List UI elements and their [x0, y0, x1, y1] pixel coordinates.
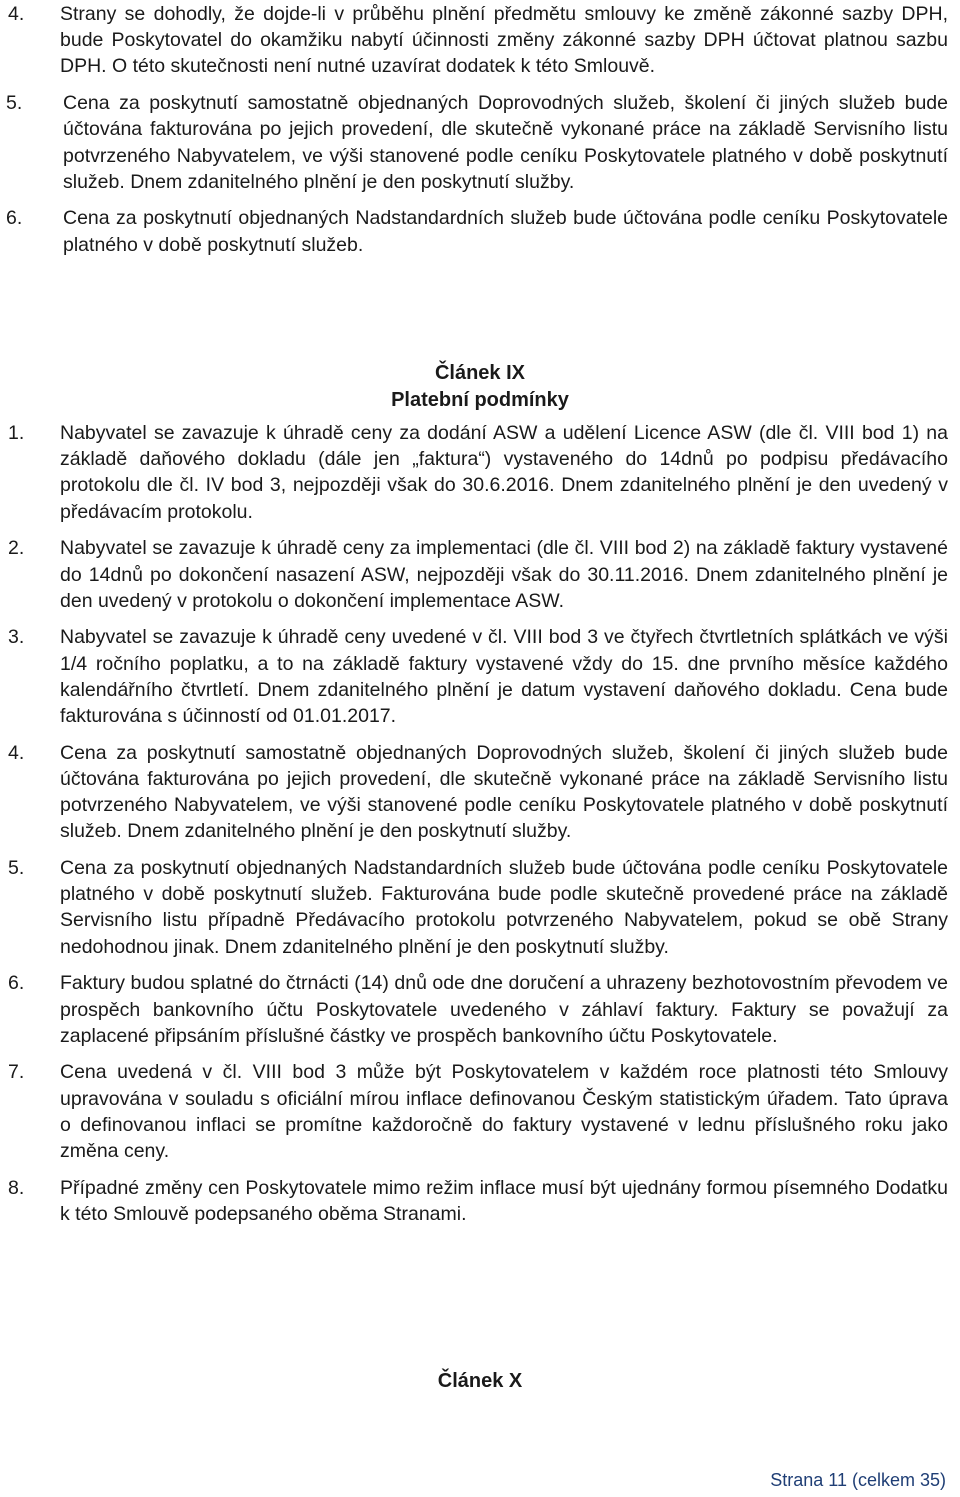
list-item: [8, 740, 948, 845]
item-text: Případné změny cen Poskytovatele mimo režim inflace musí být ujednány formou písemného Dodatku k této Smlouvě podepsaného oběma Stranami.: [60, 1176, 948, 1225]
list-item: [8, 535, 948, 614]
list-item: [8, 624, 948, 729]
item-number: 1.: [8, 422, 25, 444]
list-item: [8, 420, 948, 525]
list-item: [8, 970, 948, 1049]
item-text: Cena uvedená v čl. VIII bod 3 může být Poskytovatelem v každém roce platnosti této Smlouvy upravována v souladu s oficiální mírou inflace definovanou Českým statistickým úřadem. Tato úprava o definovanou inflaci se promítne každoročně do faktury vystavené v lednu příslušného roku jako změna ceny.: [60, 1061, 948, 1163]
item-number: 4.: [8, 3, 25, 25]
list-item: [8, 855, 948, 960]
item-text: Cena za poskytnutí samostatně objednaných Doprovodných služeb, školení či jiných služeb bude účtována fakturována po jejich provedení, dle skutečně vykonané práce na základě Servisního listu potvrzeného Nabyvatelem, ve výši stanovené podle ceníku Poskytovatele platného v době poskytnutí služeb. Dnem zdanitelného plnění je den poskytnutí služby.: [60, 741, 948, 843]
list-item: [8, 1, 948, 80]
item-number: 5.: [8, 857, 25, 880]
list-item: [8, 90, 948, 195]
item-number: 3.: [8, 626, 25, 649]
item-text: Nabyvatel se zavazuje k úhradě ceny za implementaci (dle čl. VIII bod 2) na základě faktury vystavené do 14dnů po dokončení nasazení ASW, nejpozději však do 30.11.2016. Dnem zdanitelného plnění je den uvedený v protokolu o dokončení implementace ASW.: [60, 537, 948, 612]
list-item: [8, 205, 948, 257]
payment-terms-list: [8, 420, 948, 1238]
item-text: Cena za poskytnutí objednaných Nadstandardních služeb bude účtována podle ceníku Poskytovatele platného v době poskytnutí služeb.: [63, 207, 948, 256]
item-text: Nabyvatel se zavazuje k úhradě ceny za dodání ASW a udělení Licence ASW (dle čl. VIII bod 1) na základě daňového dokladu (dále jen „faktura“) vystaveného do 14dnů po podpisu předávacího protokolu dle čl. IV bod 3, nejpozději však do 30.6.2016. Dnem zdanitelného plnění je den uvedený v předávacím protokolu.: [60, 422, 948, 523]
article-ix-title: Článek IX: [434, 362, 526, 384]
item-number: 5.: [6, 92, 23, 115]
article-x-title: Článek X: [437, 1370, 523, 1392]
list-item: [8, 1175, 948, 1227]
item-number: 8.: [8, 1176, 25, 1199]
list-item: [8, 1059, 948, 1164]
item-text: Nabyvatel se zavazuje k úhradě ceny uvedené v čl. VIII bod 3 ve čtyřech čtvrtletních splátkách ve výši 1/4 ročního poplatku, a to na základě faktury vystavené vždy do 15. dne prvního měsíce každého kalendářního čtvrtletí. Dnem zdanitelného plnění je datum vystavení daňového dokladu. Cena bude fakturována s účinností od 01.01.2017.: [60, 626, 948, 728]
page-number: Strana 11 (celkem 35): [770, 1470, 946, 1490]
intro-list: [8, 1, 948, 268]
item-number: 7.: [8, 1061, 25, 1084]
item-number: 6.: [6, 207, 23, 230]
item-number: 6.: [8, 972, 25, 995]
item-text: Cena za poskytnutí objednaných Nadstandardních služeb bude účtována podle ceníku Poskytovatele platného v době poskytnutí služeb. Fakturována bude podle skutečně provedené práce na základě Servisního listu případně Předávacího protokolu potvrzeného Nabyvatelem, pokud se obě Strany nedohodnou jinak. Dnem zdanitelného plnění je den poskytnutí služby.: [60, 857, 948, 958]
item-text: Cena za poskytnutí samostatně objednaných Doprovodných služeb, školení či jiných služeb bude účtována fakturována po jejich provedení, dle skutečně vykonané práce na základě Servisního listu potvrzeného Nabyvatelem, ve výši stanovené podle ceníku Poskytovatele platného v době poskytnutí služeb. Dnem zdanitelného plnění je den poskytnutí služby.: [63, 92, 948, 193]
item-text: Faktury budou splatné do čtrnácti (14) dnů ode dne doručení a uhrazeny bezhotovostním převodem ve prospěch bankovního účtu Poskytovatele uvedeného v záhlaví faktury. Faktury se považují za zaplacené připsáním příslušné částky ve prospěch bankovního účtu Poskytovatele.: [60, 972, 948, 1047]
article-ix-subtitle: Platební podmínky: [391, 389, 569, 411]
item-text: Strany se dohodly, že dojde-li v průběhu plnění předmětu smlouvy ke změně zákonné sazby DPH, bude Poskytovatel do okamžiku nabytí účinnosti změny zákonné sazby DPH účtovat platnou sazbu DPH. O této skutečnosti není nutné uzavírat dodatek k této Smlouvě.: [60, 3, 948, 78]
item-number: 4.: [8, 741, 25, 764]
item-number: 2.: [8, 537, 25, 560]
